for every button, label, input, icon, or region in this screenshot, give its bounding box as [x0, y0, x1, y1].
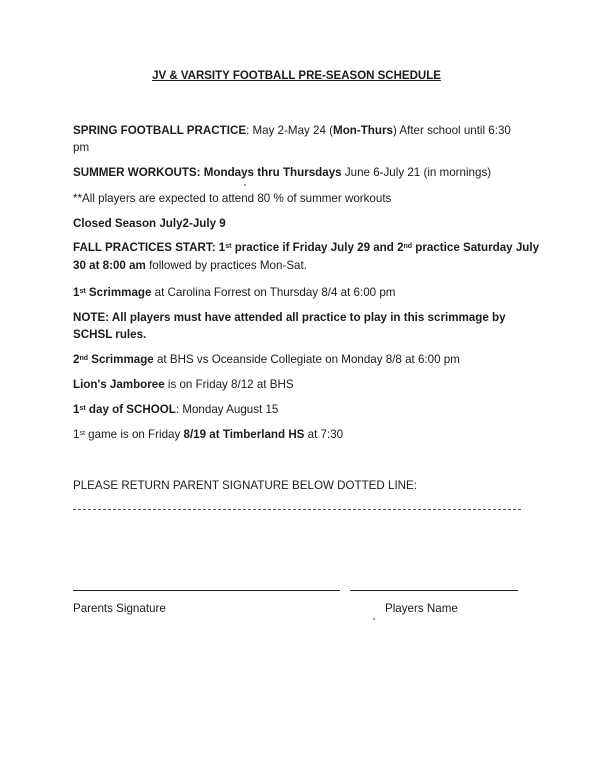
spring-practice-cont: pm: [73, 141, 90, 154]
scrimmage-2-label: Scrimmage: [88, 353, 154, 366]
scrimmage-1-line: [73, 284, 395, 301]
first-game-text: game is on Friday: [84, 428, 184, 441]
school-day-label: day of SCHOOL: [85, 403, 176, 416]
scrimmage-2-detail: at BHS vs Oceanside Collegiate on Monday 8/8 at 6:00 pm: [153, 353, 460, 366]
scan-speck: [244, 184, 246, 186]
fall-practice-cont: [73, 257, 307, 274]
school-day-detail: : Monday August 15: [175, 403, 279, 416]
fall-practice-time: 30 at 8:00 am: [73, 259, 146, 272]
closed-season: Closed Season July2-July 9: [73, 217, 226, 230]
first-game-line: [73, 426, 343, 443]
fall-practice-followup: followed by practices Mon-Sat.: [145, 259, 307, 272]
first-game-location: 8/19 at Timberland HS: [183, 428, 305, 441]
fall-sup-1: st: [225, 243, 232, 250]
spring-practice-days: Mon-Thurs: [333, 124, 393, 137]
fall-practice-line: [73, 239, 539, 256]
scrimmage-1-label: Scrimmage: [85, 286, 152, 299]
dotted-cut-line: [73, 509, 521, 510]
spring-practice-dates: : May 2-May 24 (: [246, 124, 334, 137]
summer-workouts-label: SUMMER WORKOUTS: Mondays thru Thursdays: [73, 166, 342, 179]
fall-sup-2: nd: [403, 243, 413, 250]
scan-speck: [373, 618, 375, 620]
first-game-time: at 7:30: [304, 428, 344, 441]
scrimmage-2-line: [73, 351, 460, 368]
attendance-note: **All players are expected to attend 80 % of summer workouts: [73, 192, 392, 205]
player-name-line: [350, 590, 518, 591]
note-line-2: SCHSL rules.: [73, 328, 147, 341]
scrimmage-1-detail: at Carolina Forrest on Thursday 8/4 at 6:00 pm: [151, 286, 396, 299]
parent-signature-line: [73, 590, 340, 591]
scrimmage-1-num: 1: [73, 286, 80, 299]
fall-practice-saturday: practice Saturday July: [412, 241, 540, 254]
spring-practice-label: SPRING FOOTBALL PRACTICE: [73, 124, 247, 137]
jamboree-line: [73, 376, 294, 393]
scrimmage-1-sup: st: [79, 288, 86, 295]
scrimmage-2-sup: nd: [79, 355, 89, 362]
note-line-1: NOTE: All players must have attended all practice to play in this scrimmage by: [73, 311, 506, 324]
spring-practice-line: [73, 122, 511, 139]
return-instruction: PLEASE RETURN PARENT SIGNATURE BELOW DOTTED LINE:: [73, 479, 418, 492]
player-name-label: Players Name: [385, 602, 458, 615]
first-game-num: 1: [73, 428, 80, 441]
first-game-sup: st: [79, 430, 85, 437]
document-title: JV & VARSITY FOOTBALL PRE-SEASON SCHEDULE: [152, 70, 441, 82]
jamboree-label: Lion's Jamboree: [73, 378, 165, 391]
fall-practice-start: FALL PRACTICES START: 1: [73, 241, 226, 254]
jamboree-detail: is on Friday 8/12 at BHS: [164, 378, 294, 391]
parent-signature-label: Parents Signature: [73, 602, 166, 615]
school-day-num: 1: [73, 403, 80, 416]
school-day-line: [73, 401, 278, 418]
scrimmage-2-num: 2: [73, 353, 80, 366]
spring-practice-time: ) After school until 6:30: [392, 124, 511, 137]
school-day-sup: st: [79, 405, 86, 412]
fall-practice-friday: practice if Friday July 29 and 2: [231, 241, 404, 254]
summer-workouts-line: [73, 164, 491, 181]
summer-workouts-dates: June 6-July 21 (in mornings): [341, 166, 492, 179]
